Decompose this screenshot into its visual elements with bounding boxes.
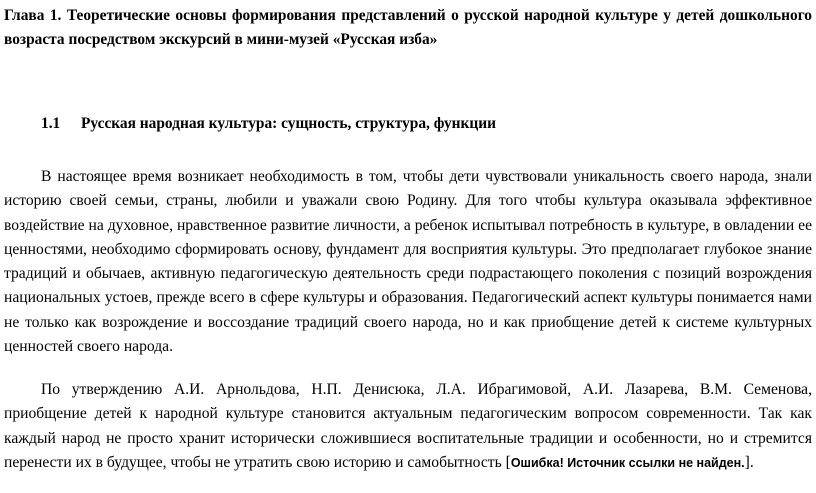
citation-close-bracket: ]. xyxy=(744,453,754,471)
chapter-heading: Глава 1. Теоретические основы формирования представлений о русской народной культуре у детей дошкольного возраста посредством экскурсий в мини-музей «Русская изба» xyxy=(4,7,812,48)
section-title: Русская народная культура: сущность, структура, функции xyxy=(81,115,497,132)
body-paragraph xyxy=(4,378,812,475)
citation-open-bracket: [ xyxy=(505,453,511,471)
paragraph-text: По утверждению А.И. Арнольдова, Н.П. Денисюка, Л.А. Ибрагимовой, А.И. Лазарева, В.М. Семенова, приобщение детей к народной культуре становится актуальным педагогическим вопросом современности. Так как каждый народ не просто хранит исторически сложившиеся воспитательные традиции и особенности, но и стремится перенести их в будущее, чтобы не утратить свою историю и самобытность xyxy=(4,381,812,471)
citation-error-field[interactable]: Ошибка! Источник ссылки не найден. xyxy=(510,455,745,470)
section-number: 1.1 xyxy=(41,115,61,132)
body-paragraph: В настоящее время возникает необходимость в том, чтобы дети чувствовали уникальность своего народа, знали историю своей семьи, страны, любили и уважали свою Родину. Для того чтобы культура оказывала эффективное воздействие на духовное, нравственное развитие личности, а ребенок испытывал потребность в культуре, в овладении ее ценностями, необходимо сформировать основу, фундамент для восприятия культуры. Это предполагает глубокое знание традиций и обычаев, активную педагогическую деятельность среди подрастающего поколения с позиций возрождения национальных устоев, прежде всего в сфере культуры и образования. Педагогический аспект культуры понимается нами не только как возрождение и воссоздание традиций своего народа, но и как приобщение детей к системе культурных ценностей своего народа. xyxy=(4,168,812,356)
section-heading xyxy=(41,112,496,136)
